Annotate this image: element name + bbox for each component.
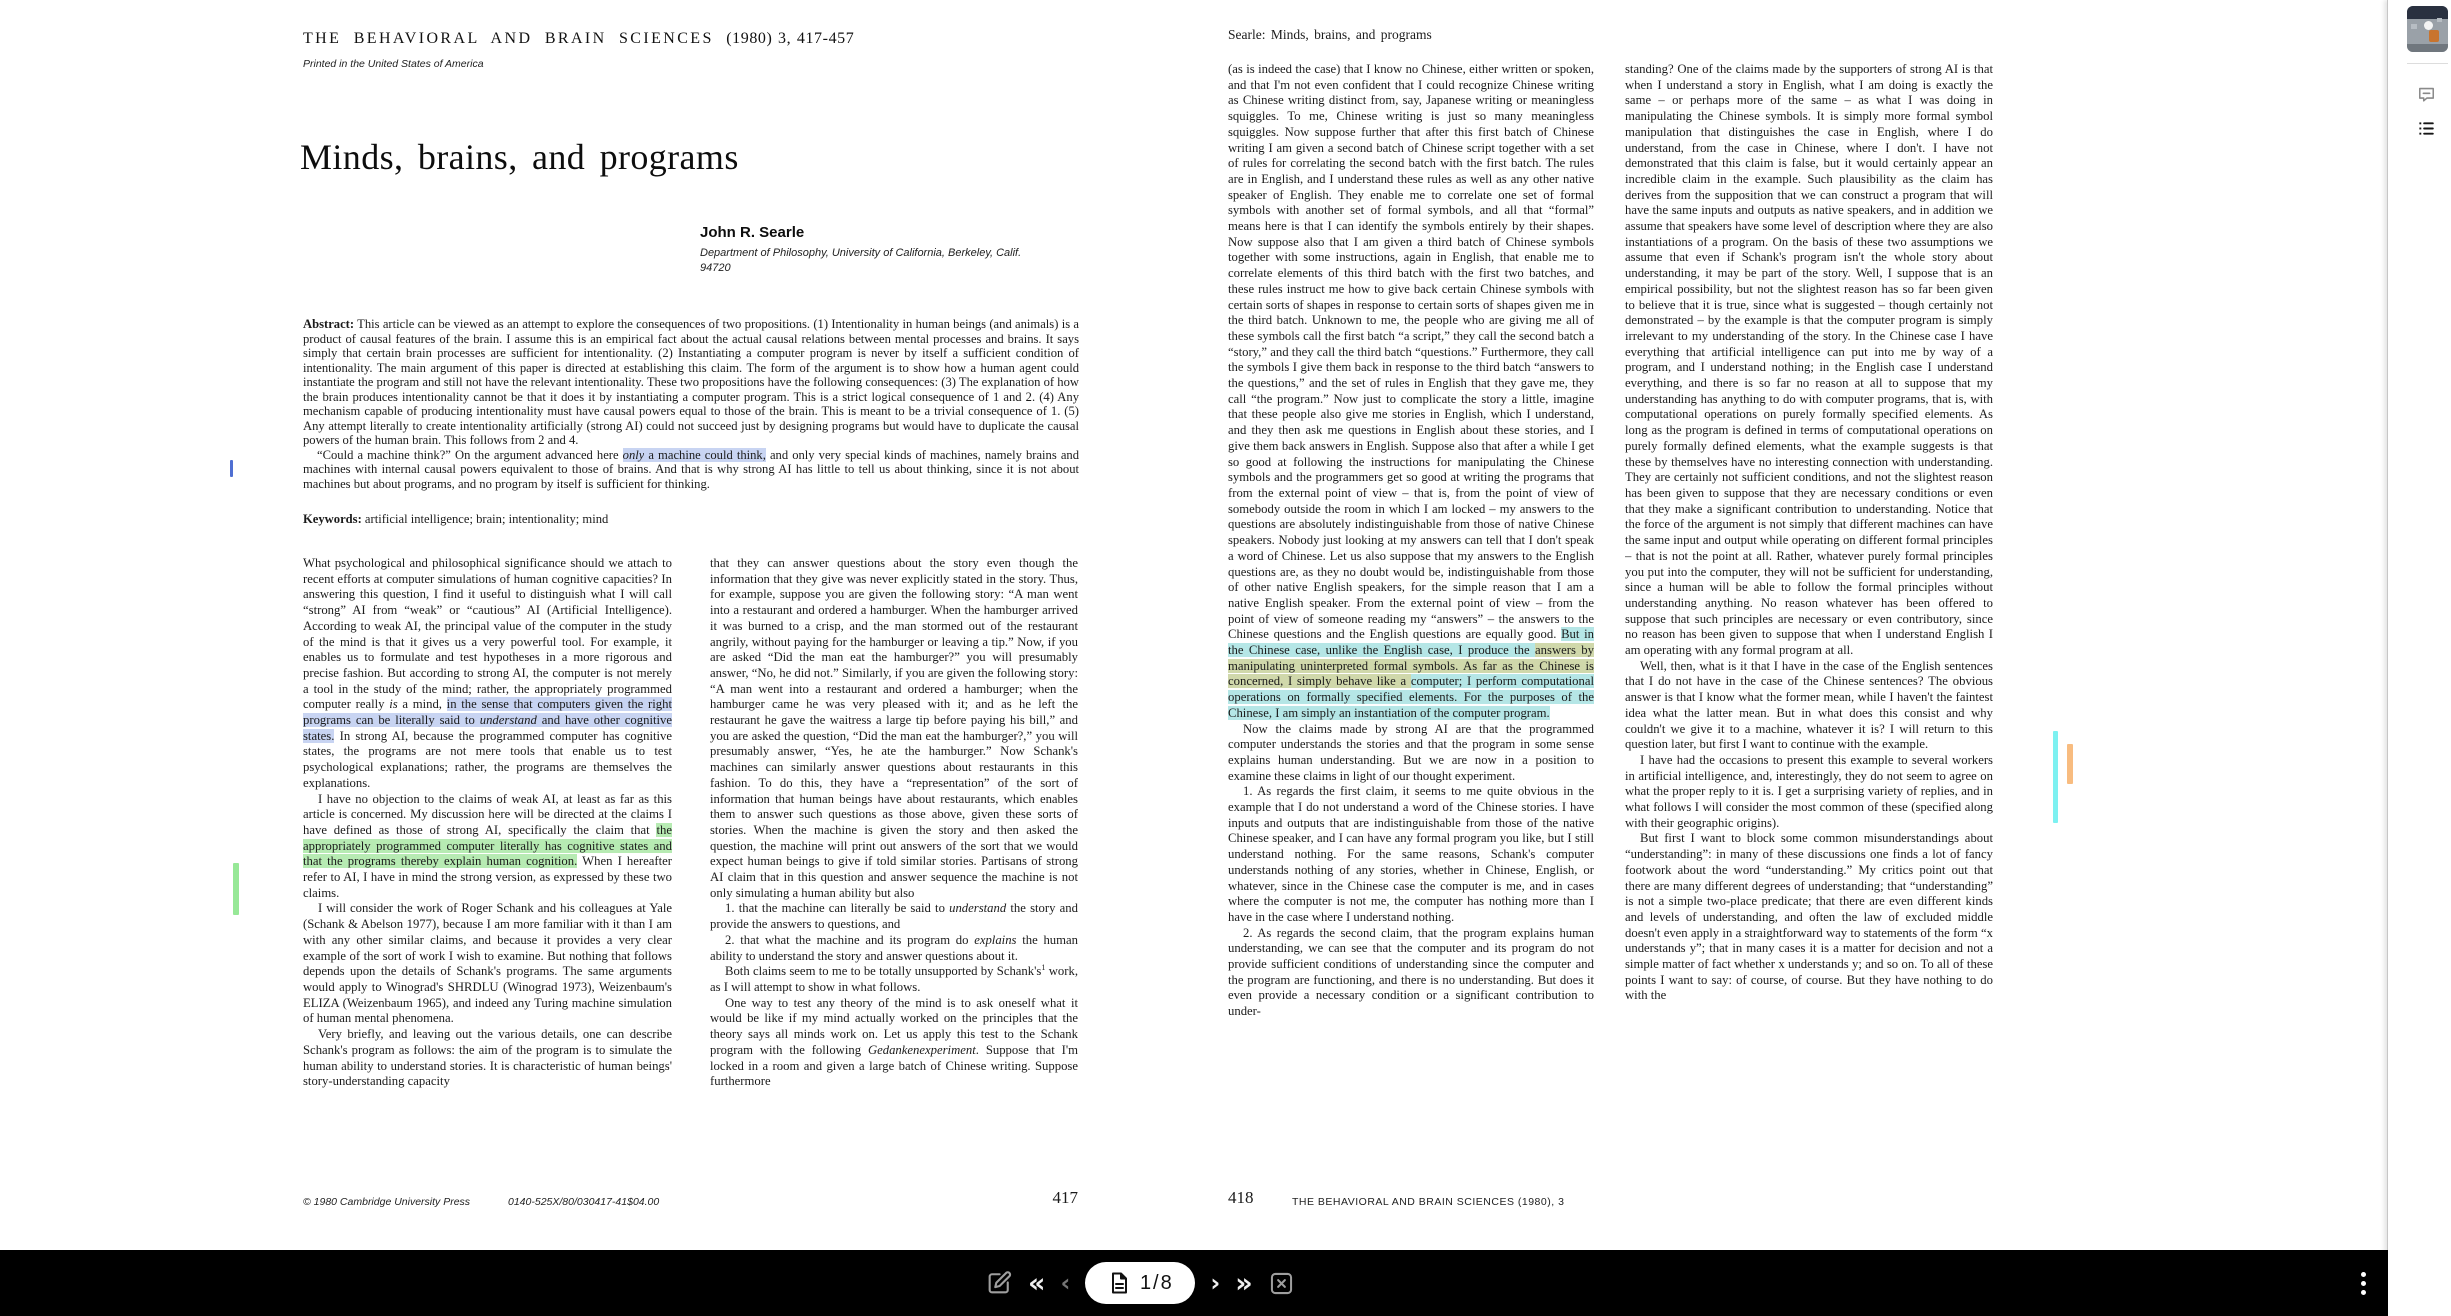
document-icon [1107,1271,1131,1295]
text-segment: Gedankenexperiment [867,1042,976,1057]
paragraph [303,512,1079,527]
running-head: Searle: Minds, brains, and programs [1228,27,1432,42]
annotation-bar-green[interactable] [233,863,239,915]
author-affiliation: Department of Philosophy, University of California, Berkeley, Calif. [700,247,1022,259]
text-segment: Well, then, what is it that I have in the case of the English sentences that I do not have in the case of the Chinese sentences? The obvious answer is that I know what the former mean, while I haven't the faintest idea what the latter mean. But in what does this consist and why couldn't we give it to a machine, whatever it is? I will return to this question later, but first I want to continue with the example. [1625,658,1993,752]
next-page-button[interactable]: › [1210,1269,1221,1297]
close-button[interactable] [1268,1270,1295,1297]
paragraph [303,448,1079,492]
text-segment: I have no objection to the claims of weak AI, at least as far as this article is concerned. My discussion here will be directed at the claims I have defined as those of strong AI, specifically the claim that [303,791,672,837]
text-segment: understand [949,901,1007,916]
highlight-annotation[interactable]: and have other cognitive states. [303,713,672,743]
highlight-annotation[interactable]: a machine could think, [644,447,766,462]
text-segment: standing? One of the claims made by the supporters of strong AI is that when I understand a story in English, what I am doing is exactly the same – or perhaps more of the same – as what I was doing in manipulating the Chinese symbols. It is simply more formal symbol manipulation that distinguishes the case in English, where I do understand, from the case in Chinese, where I don't. I have not demonstrated that this claim is false, but it would certainly appear an incredible claim in the example. Such plausibility as the claim has derives from the supposition that we can construct a program that will have the same inputs and outputs as native speakers, and in addition we assume that speakers have some level of description where they are also instantiations of a program. On the basis of these two assumptions we assume that even if Schank's program isn't the whole story about understanding, it may be part of the story. Well, I suppose that is an empirical possibility, but not the slightest reason has so far been given to believe that it is true, since what is suggested – though certainly not demonstrated – by the example is that the computer program is simply irrelevant to my understanding of the story. In the Chinese case I have everything that artificial intelligence can put into me by way of a program, and I understand nothing; in the English case I understand everything, and there is so far no reason at all to suppose that my understanding has anything to do with computer programs, that is, with computational operations on purely formally specified elements. As long as the program is defined in terms of computational operations on purely formally defined elements, what the example suggests is that these by themselves have no interesting connection with understanding. They are certainly not sufficient conditions, and not the slightest reason has been given to suppose that they are necessary conditions or even that they make a significant contribution to understanding. Notice that the force of the argument is not simply that different machines can have the same input and output while operating on different formal principles – that is not the point at all. Rather, whatever purely formal principles you put into the computer, they will not be sufficient for understanding, since a human will be able to follow the formal principles without understanding anything. No reason whatever has been offered to suppose that such principles are necessary or even contributory, since no reason has been given to suppose that when I understand English I am operating with any formal program at all. [1625,62,1993,658]
paragraph [1228,784,1594,925]
journal-footer-line: THE BEHAVIORAL AND BRAIN SCIENCES (1980), 3 [1292,1196,1565,1208]
text-segment: 2. that what the machine and its program do [725,932,975,947]
author-block [700,224,1080,276]
toolbar-controls [985,1250,1295,1316]
paragraph [1625,753,1993,832]
text-segment: Now the claims made by strong AI are that the programmed computer understands the stories and that the program in some sense explains human understanding. But we are now in a position to examine these claims in light of our thought experiment. [1228,721,1594,783]
text-segment: But first I want to block some common misunderstandings about “understanding”: in many of these discussions one finds a lot of fancy footwork about the word “understanding.” My critics point out that there are many different degrees of understanding; that “understanding” is not a simple two-place predicate; that there are even different kinds and levels of understanding, and often the law of excluded middle doesn't even apply in a straightforward way to statements of the form “x understands y”; that in many cases it is a matter for decision and not a simple matter of fact whether x understands y; and so on. To all of these points I want to say: of course, of course. But they have nothing to do with the [1625,831,1993,1003]
paragraph [710,996,1078,1090]
page-indicator: 1/8 [1139,1271,1174,1294]
journal-issue: (1980) 3, 417-457 [726,30,855,47]
highlight-annotation[interactable]: understand [479,713,537,728]
highlight-annotation[interactable]: computer; I perform computational operations on formally specified elements. For the purposes of the Chinese, I am simply an instantiation of the computer program. [1228,674,1594,720]
page-number-417: 417 [1052,1188,1078,1207]
paragraph [1228,926,1594,1020]
text-segment: Keywords: [303,512,362,526]
page-417-column-1 [303,556,672,1170]
text-segment: work, as I will attempt to show in what follows. [710,964,1078,994]
journal-name: THE BEHAVIORAL AND BRAIN SCIENCES [303,30,714,47]
annotation-bar-orange[interactable] [2067,744,2073,784]
journal-header [303,30,854,48]
previous-page-button[interactable]: ‹ [1060,1269,1071,1297]
page-indicator-pill[interactable] [1085,1262,1195,1304]
text-segment: This article can be viewed as an attempt to explore the consequences of two propositions. (1) Intentionality in human beings (and animals) is a product of causal features of the brain. I assume this is an empirical fact about the actual causal relations between mental processes and brains. It says simply that certain brain processes are sufficient for intentionality. (2) Instantiating a computer program is never by itself a sufficient condition of intentionality. The main argument of this paper is directed at establishing this claim. The form of the argument is to show how a human agent could instantiate the program and still not have the relevant intentionality. These two propositions have the following consequences: (3) The explanation of how the brain produces intentionality cannot be that it does it by instantiating a computer program. This is a strict logical consequence of 1 and 2. (4) Any mechanism capable of producing intentionality must have causal powers equal to those of the brain. This is meant to be a trivial consequence of 1. (5) Any attempt literally to create intentionality artificially (strong AI) could not succeed just by designing programs but would have to duplicate the causal powers of the human brain. This follows from 2 and 4. [303,317,1079,447]
text-segment: . Suppose that I'm locked in a room and given a large batch of Chinese writing. Suppose furthermore [710,1042,1078,1089]
outline-list-icon[interactable] [2417,119,2436,138]
text-segment: I will consider the work of Roger Schank and his colleagues at Yale (Schank & Abelson 1977), because I am more familiar with it than I am with any other similar claims, and because it provides a very clear example of the sort of work I wish to examine. But nothing that follows depends upon the details of Schank's programs. The same arguments would apply to Winograd's SHRDLU (Winograd 1973), Weizenbaum's ELIZA (Weizenbaum 1965), and indeed any Turing machine simulation of human mental phenomena. [303,901,672,1026]
comment-icon[interactable] [2417,85,2436,104]
text-segment: (as is indeed the case) that I know no Chinese, either written or spoken, and that I'm not even confident that I could recognize Chinese writing as Chinese writing distinct from, say, Japanese writing or meaningless squiggles. To me, Chinese writing is just so many meaningless squiggles. Now suppose further that after this first batch of Chinese writing I am given a second batch of Chinese script together with a set of rules for correlating the second batch with the first batch. The rules are in English, and I understand these rules as well as any other native speaker of English. They enable me to correlate one set of formal symbols with another set of formal symbols, and all that “formal” means here is that I can identify the symbols entirely by their shapes. Now suppose also that I am given a third batch of Chinese symbols together with some instructions, again in English, that enable me to correlate elements of this third batch with the first two batches, and these rules instruct me how to give back certain Chinese symbols with certain sorts of shapes in response to certain sorts of shapes given me in the third batch. Unknown to me, the people who are giving me all of these symbols call the first batch “a script,” they call the second batch a “story,” and they call the third batch “questions.” Furthermore, they call the symbols I give them back in response to the third batch “answers to the questions,” and the set of rules in English that they gave me, they call “the program.” Now just to complicate the story a little, imagine that these people also give me stories in English, which I understand, and they then ask me questions in English about these stories, and I give them back answers in English. Suppose also that after a while I get so good at following the instructions for manipulating the Chinese symbols and the programmers get so good at writing the programs that from the external point of view – that is, from the point of view of somebody outside the room in which I am locked – my answers to the questions are absolutely indistinguishable from those of native Chinese speakers. Nobody just looking at my answers can tell that I don't speak a word of Chinese. Let us also suppose that my answers to the English questions are, as they no doubt would be, indistinguishable from those of other native English speakers, for the simple reason that I am a native English speaker. From the external point of view – from the point of view of someone reading my “answers” – the answers to the Chinese questions and the English questions are equally good. [1228,62,1594,642]
text-segment: is [389,697,398,712]
text-segment: Both claims seem to me to be totally unsupported by Schank's [725,964,1042,979]
paragraph [1625,831,1993,1004]
text-segment: In strong AI, because the programmed computer has cognitive states, the programs are not mere tools that enable us to test psychological explanations; rather, the programs are themselves the explanations. [303,728,672,790]
paragraph [710,556,1078,901]
paragraph [1228,62,1594,722]
annotation-bar-cyan[interactable] [2053,731,2058,823]
text-segment: Abstract: [303,317,355,331]
printed-line: Printed in the United States of America [303,58,484,70]
text-segment: and only very special kinds of machines, namely brains and machines with internal causal powers equivalent to those of brains. And that is why strong AI has little to tell us about thinking, since it is not about machines but about programs, and no program by itself is sufficient for thinking. [303,447,1079,491]
text-segment: What psychological and philosophical significance should we attach to recent efforts at computer simulations of human cognitive capacities? In answering this question, I find it useful to distinguish what I will call “strong” AI from “weak” or “cautious” AI (Artificial Intelligence). According to weak AI, the principal value of the computer in the study of the mind is that it gives us a very powerful tool. For example, it enables us to formulate and test hypotheses in a more rigorous and precise fashion. But according to strong AI, the computer is not merely a tool in the study of the mind; rather, the appropriately programmed computer really [303,556,672,712]
page-417-column-2 [710,556,1078,1170]
paragraph [303,901,672,1027]
paragraph [303,556,672,792]
page-418-column-1 [1228,62,1594,1184]
text-segment: 1. As regards the first claim, it seems to me quite obvious in the example that I do not understand a word of the Chinese stories. I have inputs and outputs that are indistinguishable from those of the native Chinese speaker, and I can have any formal program you like, but I still understand nothing. For the same reasons, Schank's computer understands nothing of any stories, whether in Chinese, English, or whatever, since in the Chinese case the computer is me, and in cases where the computer is not me, the computer has nothing more than I have in the case where I understand nothing. [1228,784,1594,924]
overflow-menu-icon[interactable] [2361,1250,2366,1316]
highlight-annotation[interactable]: only [622,447,645,462]
text-segment: artificial intelligence; brain; intentionality; mind [361,512,609,526]
paragraph [710,901,1078,932]
sidebar-divider [2407,63,2448,64]
text-segment: I have had the occasions to present this example to several workers in artificial intelligence, and, interestingly, they do not seem to agree on what the proper reply to it is. I get a surprising variety of replies, and in what follows I will consider the most common of these (specified along with their geographic origins). [1625,752,1993,830]
text-segment: One way to test any theory of the mind is to ask oneself what it would be like if my mind actually worked on the principles that the theory says all minds work on. Let us apply this test to the Schank program with the following [710,995,1078,1057]
highlight-annotation[interactable]: answers by manipulating uninterpreted formal symbols. As far as the Chinese is concerned, I simply behave like a [1228,643,1594,689]
paragraph [710,933,1078,964]
edit-pencil-icon [985,1269,1013,1297]
right-sidebar [2387,0,2451,1316]
text-segment: “Could a machine think?” On the argument advanced here [317,447,623,462]
comic-thumbnail[interactable] [2407,6,2448,52]
page-number-418: 418 [1228,1188,1254,1207]
paragraph [1625,62,1993,659]
text-segment: Very briefly, and leaving out the various details, one can describe Schank's program as follows: the aim of the program is to simulate the human ability to understand stories. It is characteristic of human beings' story-understanding capacity [303,1027,672,1089]
highlight-annotation[interactable]: the appropriately programmed computer literally has cognitive states and that the programs thereby explain human cognition. [303,822,672,869]
issn-code: 0140-525X/80/030417-41$04.00 [508,1196,660,1208]
text-segment: that they can answer questions about the story even though the information that they give was never explicitly stated in the story. Thus, for example, suppose you are given the following story: “A man went into a restaurant and ordered a hamburger. When the hamburger arrived it was burned to a crisp, and the man stormed out of the restaurant angrily, without paying for the hamburger or leaving a tip.” Now, if you are asked “Did the man eat the hamburger?” you will presumably answer, “No, he did not.” Similarly, if you are given the following story: “A man went into a restaurant and ordered a hamburger; when the hamburger came he was very pleased with it; and as he left the restaurant he gave the waitress a large tip before paying his bill,” and you are asked the question, “Did the man eat the hamburger?,” you will presumably answer, “Yes, he ate the hamburger.” Now Schank's machines can similarly answer questions about restaurants in this fashion. To do this, they have a “representation” of the sort of information that human beings have about restaurants, which enables them to answer such questions as those above, given these sorts of stories. When the machine is given the story and then asked the question, the machine will print out answers of the sort that we would expect human beings to give if told similar stories. Partisans of strong AI claim that in this question and answer sequence the machine is not only simulating a human ability but also [710,556,1078,900]
annotation-bar-blue[interactable] [230,460,233,477]
close-icon [1268,1270,1295,1297]
paragraph [1625,659,1993,753]
author-name: John R. Searle [700,224,805,241]
paragraph [710,964,1078,995]
abstract-block [303,317,1079,527]
text-segment: the story and provide the answers to questions, and [710,901,1078,932]
paragraph [303,317,1079,448]
paragraph [303,1027,672,1090]
text-segment: When I hereafter refer to AI, I have in mind the strong version, as expressed by these two claims. [303,854,672,900]
first-page-button[interactable]: « [1028,1267,1046,1299]
text-segment: 1. that the machine can literally be said to [725,901,950,916]
author-postal-code: 94720 [700,262,731,274]
text-segment: 1 [1041,963,1046,973]
highlight-annotation[interactable]: But in the Chinese case, unlike the English case, I produce the [1228,627,1594,658]
page-418-column-2 [1625,62,1993,1184]
bottom-toolbar [0,1250,2388,1316]
paragraph [1228,722,1594,785]
text-segment: a mind, [397,697,447,712]
copyright-line: © 1980 Cambridge University Press [303,1196,471,1208]
paragraph [303,792,672,902]
text-segment: 2. As regards the second claim, that the program explains human understanding, we can see that the computer and its program do not provide sufficient conditions of understanding since the computer and the program are functioning, and there is no understanding. But does it even provide a necessary condition or a significant contribution to under- [1228,925,1594,1019]
text-segment: explains [974,932,1017,947]
article-title: Minds, brains, and programs [300,137,739,177]
text-segment: the human ability to understand the story and answer questions about it. [710,932,1078,963]
last-page-button[interactable]: » [1235,1267,1253,1299]
annotate-button[interactable] [985,1269,1013,1297]
highlight-annotation[interactable]: in the sense that computers given the right programs can be literally said to [303,697,672,728]
